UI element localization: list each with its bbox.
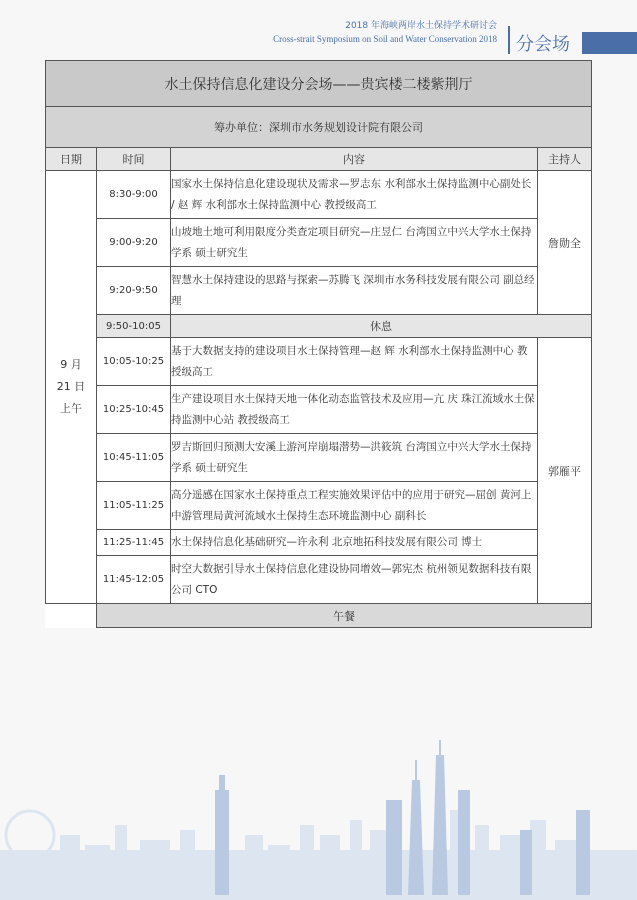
time-cell: 9:50-10:05 [97,315,171,338]
time-cell: 11:05-11:25 [97,482,171,530]
table-row [46,267,592,315]
host-cell: 詹勋全 [538,171,592,315]
table-row [46,556,592,604]
column-header-date: 日期 [46,148,97,171]
table-header-row [46,148,592,171]
date-period: 上午 [60,402,82,415]
organizer-line: 筹办单位：深圳市水务规划设计院有限公司 [46,107,592,148]
content-cell: 基于大数据支持的建设项目水土保持管理—赵 辉 水利部水土保持监测中心 教授级高工 [171,338,538,386]
break-row [46,315,592,338]
table-row [46,482,592,530]
table-row [46,171,592,219]
content-cell: 山坡地土地可利用限度分类查定项目研究—庄昱仁 台湾国立中兴大学水土保持学系 硕士研究生 [171,219,538,267]
time-cell: 11:45-12:05 [97,556,171,604]
time-cell: 10:05-10:25 [97,338,171,386]
content-cell: 高分遥感在国家水土保持重点工程实施效果评估中的应用于研究—屈创 黄河上中游管理局黄河流域水土保持生态环境监测中心 副科长 [171,482,538,530]
session-title: 水土保持信息化建设分会场——贵宾楼二楼紫荆厅 [46,61,592,107]
table-row [46,434,592,482]
time-cell: 9:00-9:20 [97,219,171,267]
host-cell: 郭雁平 [538,338,592,604]
table-row [46,219,592,267]
content-cell: 水土保持信息化基础研究—许永利 北京地拓科技发展有限公司 博士 [171,530,538,556]
column-header-host: 主持人 [538,148,592,171]
content-cell: 国家水土保持信息化建设现状及需求—罗志东 水利部水土保持监测中心副处长 / 赵 辉 水利部水土保持监测中心 教授级高工 [171,171,538,219]
table-row [46,338,592,386]
column-header-content: 内容 [171,148,538,171]
content-cell: 生产建设项目水土保持天地一体化动态监管技术及应用—亢 庆 珠江流域水土保持监测中心站 教授级高工 [171,386,538,434]
time-cell: 10:25-10:45 [97,386,171,434]
date-day: 21 日 [56,380,86,393]
lunch-cell: 午餐 [97,604,592,628]
section-label: 分会场 [516,34,570,55]
symposium-title-cn: 2018 年海峡两岸水土保持学术研讨会 [345,21,497,31]
lunch-row [46,604,592,628]
time-cell: 9:20-9:50 [97,267,171,315]
symposium-title-en: Cross-strait Symposium on Soil and Water Conservation 2018 [273,34,497,44]
table-row [46,530,592,556]
time-cell: 11:25-11:45 [97,530,171,556]
symposium-header [273,20,497,45]
time-cell: 10:45-11:05 [97,434,171,482]
break-cell: 休息 [171,315,592,338]
city-skyline-illustration [0,740,637,900]
header-accent-bar [582,32,637,54]
content-cell: 智慧水土保持建设的思路与探索—苏腾飞 深圳市水务科技发展有限公司 副总经理 [171,267,538,315]
column-header-time: 时间 [97,148,171,171]
time-cell: 8:30-9:00 [97,171,171,219]
date-cell [46,171,97,604]
content-cell: 时空大数据引导水土保持信息化建设协同增效—郭宪杰 杭州领见数据科技有限公司 CTO [171,556,538,604]
table-row [46,386,592,434]
date-month: 9 月 [60,358,82,371]
header-divider [508,26,510,54]
schedule-table [45,60,592,628]
content-cell: 罗吉斯回归预测大安溪上游河岸崩塌潜势—洪筱筑 台湾国立中兴大学水土保持学系 硕士研究生 [171,434,538,482]
